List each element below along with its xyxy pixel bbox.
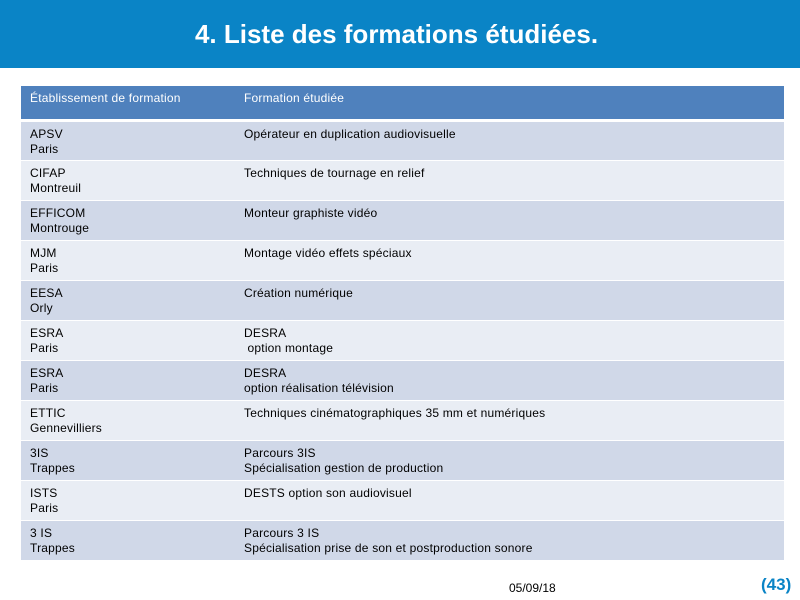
- slide-header: [0, 0, 800, 68]
- cell-formation: [235, 440, 784, 480]
- formation-line: Création numérique: [244, 285, 353, 300]
- cell-etablissement: [21, 480, 235, 520]
- formation-line: DESRA: [244, 365, 287, 380]
- etablissement-line: Paris: [30, 500, 59, 515]
- table-row: [21, 320, 784, 360]
- cell-etablissement: [21, 160, 235, 200]
- cell-formation: [235, 280, 784, 320]
- cell-etablissement: [21, 240, 235, 280]
- etablissement-line: Trappes: [30, 460, 75, 475]
- formation-line: Spécialisation prise de son et postproduction sonore: [244, 540, 533, 555]
- page-number: (43): [761, 575, 792, 594]
- cell-formation: [235, 360, 784, 400]
- etablissement-line: Trappes: [30, 540, 75, 555]
- cell-formation: [235, 240, 784, 280]
- etablissement-line: 3IS: [30, 445, 49, 460]
- cell-etablissement: [21, 280, 235, 320]
- table-row: [21, 280, 784, 320]
- etablissement-line: ESRA: [30, 365, 64, 380]
- etablissement-line: EESA: [30, 285, 63, 300]
- cell-formation: [235, 160, 784, 200]
- etablissement-line: CIFAP: [30, 165, 66, 180]
- cell-formation: [235, 200, 784, 240]
- formations-table: [21, 86, 784, 560]
- etablissement-line: MJM: [30, 245, 57, 260]
- etablissement-line: Paris: [30, 260, 59, 275]
- etablissement-line: ETTIC: [30, 405, 66, 420]
- cell-etablissement: [21, 400, 235, 440]
- cell-etablissement: [21, 440, 235, 480]
- cell-formation: [235, 320, 784, 360]
- table-row: [21, 160, 784, 200]
- table-row: [21, 480, 784, 520]
- table-row: [21, 360, 784, 400]
- table-body: [21, 120, 784, 560]
- cell-etablissement: [21, 320, 235, 360]
- slide-date: 05/09/18: [509, 581, 556, 595]
- table-row: [21, 200, 784, 240]
- etablissement-line: Paris: [30, 340, 59, 355]
- formations-table-container: [21, 86, 784, 560]
- etablissement-line: Montrouge: [30, 220, 90, 235]
- formation-line: Parcours 3IS: [244, 445, 316, 460]
- slide-title: 4. Liste des formations étudiées.: [194, 19, 599, 49]
- formation-line: Opérateur en duplication audiovisuelle: [244, 126, 456, 141]
- cell-etablissement: [21, 360, 235, 400]
- etablissement-line: Paris: [30, 141, 59, 156]
- cell-formation: [235, 520, 784, 560]
- formation-line: option réalisation télévision: [244, 380, 394, 395]
- etablissement-line: Montreuil: [30, 180, 82, 195]
- formation-line: Monteur graphiste vidéo: [244, 205, 378, 220]
- table-row: [21, 400, 784, 440]
- table-header-row: [21, 86, 784, 120]
- formation-line: Spécialisation gestion de production: [244, 460, 444, 475]
- etablissement-line: EFFICOM: [30, 205, 86, 220]
- formation-line: Parcours 3 IS: [244, 525, 320, 540]
- table-row: [21, 120, 784, 160]
- cell-formation: [235, 480, 784, 520]
- table-row: [21, 520, 784, 560]
- formation-line: DESRA: [244, 325, 287, 340]
- etablissement-line: ISTS: [30, 485, 58, 500]
- column-header-formation: Formation étudiée: [244, 91, 345, 105]
- column-header-etablissement: Établissement de formation: [30, 91, 181, 105]
- cell-etablissement: [21, 200, 235, 240]
- formation-line: Techniques de tournage en relief: [244, 165, 425, 180]
- table-row: [21, 240, 784, 280]
- formation-line: Montage vidéo effets spéciaux: [244, 245, 412, 260]
- cell-etablissement: [21, 120, 235, 160]
- cell-formation: [235, 400, 784, 440]
- formation-line: option montage: [244, 340, 334, 355]
- etablissement-line: Gennevilliers: [30, 420, 102, 435]
- table-row: [21, 440, 784, 480]
- cell-etablissement: [21, 520, 235, 560]
- formation-line: DESTS option son audiovisuel: [244, 485, 412, 500]
- etablissement-line: 3 IS: [30, 525, 53, 540]
- etablissement-line: Paris: [30, 380, 59, 395]
- formation-line: Techniques cinématographiques 35 mm et numériques: [244, 405, 546, 420]
- etablissement-line: APSV: [30, 126, 63, 141]
- etablissement-line: ESRA: [30, 325, 64, 340]
- etablissement-line: Orly: [30, 300, 53, 315]
- cell-formation: [235, 120, 784, 160]
